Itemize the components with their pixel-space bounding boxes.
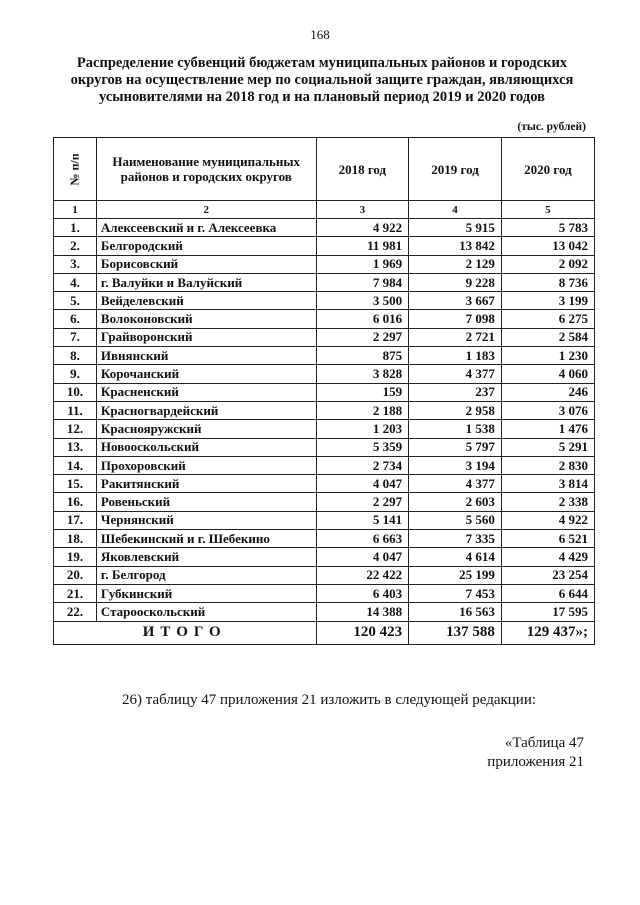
row-number: 1. xyxy=(54,219,97,237)
header-2019: 2019 год xyxy=(409,138,502,201)
value-2019: 2 721 xyxy=(409,328,502,346)
value-2020: 6 521 xyxy=(501,530,594,548)
table-row xyxy=(54,401,595,419)
value-2018: 159 xyxy=(316,383,409,401)
row-number: 14. xyxy=(54,456,97,474)
value-2020: 2 338 xyxy=(501,493,594,511)
district-name: Прохоровский xyxy=(96,456,316,474)
district-name: Красногвардейский xyxy=(96,401,316,419)
value-2020: 23 254 xyxy=(501,566,594,584)
table-row xyxy=(54,219,595,237)
table-reference xyxy=(487,734,584,772)
value-2020: 3 076 xyxy=(501,401,594,419)
table-row xyxy=(54,365,595,383)
row-number: 4. xyxy=(54,273,97,291)
row-number: 22. xyxy=(54,603,97,621)
table-header-row xyxy=(54,138,595,201)
district-name: Чернянский xyxy=(96,511,316,529)
value-2018: 6 403 xyxy=(316,584,409,602)
document-title: Распределение субвенций бюджетам муниципальных районов и городских округов на осуществление мер по социальной защите граждан, являющихся усыновителями на 2018 год и на плановый период 2019 и 2020 годов xyxy=(70,55,574,105)
value-2019: 9 228 xyxy=(409,273,502,291)
header-num: № п/п xyxy=(54,138,97,201)
total-row xyxy=(54,621,595,644)
district-name: Белгородский xyxy=(96,237,316,255)
value-2020: 4 060 xyxy=(501,365,594,383)
value-2019: 7 098 xyxy=(409,310,502,328)
table-row xyxy=(54,310,595,328)
row-number: 17. xyxy=(54,511,97,529)
value-2018: 1 969 xyxy=(316,255,409,273)
district-name: Волоконовский xyxy=(96,310,316,328)
row-number: 7. xyxy=(54,328,97,346)
value-2020: 4 922 xyxy=(501,511,594,529)
district-name: Ивнянский xyxy=(96,347,316,365)
district-name: Старооскольский xyxy=(96,603,316,621)
value-2019: 4 614 xyxy=(409,548,502,566)
district-name: Краснояружский xyxy=(96,420,316,438)
row-number: 21. xyxy=(54,584,97,602)
value-2020: 6 275 xyxy=(501,310,594,328)
row-number: 3. xyxy=(54,255,97,273)
table-row xyxy=(54,438,595,456)
value-2019: 1 183 xyxy=(409,347,502,365)
index-cell: 1 xyxy=(54,201,97,219)
value-2019: 237 xyxy=(409,383,502,401)
table-row xyxy=(54,347,595,365)
value-2020: 5 291 xyxy=(501,438,594,456)
row-number: 15. xyxy=(54,475,97,493)
table-row xyxy=(54,511,595,529)
table-row xyxy=(54,383,595,401)
district-name: Вейделевский xyxy=(96,292,316,310)
row-number: 2. xyxy=(54,237,97,255)
value-2019: 5 915 xyxy=(409,219,502,237)
table-row xyxy=(54,566,595,584)
table-row xyxy=(54,237,595,255)
table-row xyxy=(54,603,595,621)
row-number: 6. xyxy=(54,310,97,328)
value-2020: 1 230 xyxy=(501,347,594,365)
value-2020: 8 736 xyxy=(501,273,594,291)
district-name: Грайворонский xyxy=(96,328,316,346)
value-2019: 16 563 xyxy=(409,603,502,621)
district-name: Красненский xyxy=(96,383,316,401)
value-2018: 875 xyxy=(316,347,409,365)
header-2018: 2018 год xyxy=(316,138,409,201)
value-2019: 3 194 xyxy=(409,456,502,474)
table-row xyxy=(54,328,595,346)
units-label: (тыс. рублей) xyxy=(517,121,586,133)
row-number: 19. xyxy=(54,548,97,566)
value-2018: 4 047 xyxy=(316,475,409,493)
total-2018: 120 423 xyxy=(316,621,409,644)
value-2018: 2 734 xyxy=(316,456,409,474)
value-2018: 5 141 xyxy=(316,511,409,529)
value-2018: 11 981 xyxy=(316,237,409,255)
district-name: Губкинский xyxy=(96,584,316,602)
value-2019: 7 453 xyxy=(409,584,502,602)
value-2018: 3 500 xyxy=(316,292,409,310)
district-name: Яковлевский xyxy=(96,548,316,566)
table-row xyxy=(54,420,595,438)
row-number: 11. xyxy=(54,401,97,419)
amendment-note: 26) таблицу 47 приложения 21 изложить в следующей редакции: xyxy=(122,692,537,708)
table-row xyxy=(54,530,595,548)
value-2018: 6 016 xyxy=(316,310,409,328)
value-2018: 1 203 xyxy=(316,420,409,438)
value-2020: 17 595 xyxy=(501,603,594,621)
value-2019: 7 335 xyxy=(409,530,502,548)
table-row xyxy=(54,548,595,566)
row-number: 8. xyxy=(54,347,97,365)
row-number: 10. xyxy=(54,383,97,401)
value-2020: 1 476 xyxy=(501,420,594,438)
value-2020: 4 429 xyxy=(501,548,594,566)
value-2020: 5 783 xyxy=(501,219,594,237)
value-2020: 3 199 xyxy=(501,292,594,310)
total-label: ИТОГО xyxy=(54,621,317,644)
value-2018: 2 297 xyxy=(316,328,409,346)
table-row xyxy=(54,292,595,310)
total-2019: 137 588 xyxy=(409,621,502,644)
value-2019: 3 667 xyxy=(409,292,502,310)
district-name: Борисовский xyxy=(96,255,316,273)
value-2020: 6 644 xyxy=(501,584,594,602)
value-2020: 246 xyxy=(501,383,594,401)
row-number: 20. xyxy=(54,566,97,584)
table-row xyxy=(54,475,595,493)
value-2018: 4 047 xyxy=(316,548,409,566)
table-row xyxy=(54,493,595,511)
header-name: Наименование муниципальных районов и городских округов xyxy=(96,138,316,201)
table-row xyxy=(54,255,595,273)
row-number: 5. xyxy=(54,292,97,310)
index-cell: 4 xyxy=(409,201,502,219)
value-2018: 5 359 xyxy=(316,438,409,456)
value-2020: 3 814 xyxy=(501,475,594,493)
index-cell: 5 xyxy=(501,201,594,219)
total-2020: 129 437»; xyxy=(501,621,594,644)
row-number: 12. xyxy=(54,420,97,438)
index-cell: 2 xyxy=(96,201,316,219)
district-name: г. Валуйки и Валуйский xyxy=(96,273,316,291)
index-cell: 3 xyxy=(316,201,409,219)
row-number: 9. xyxy=(54,365,97,383)
row-number: 13. xyxy=(54,438,97,456)
value-2019: 2 958 xyxy=(409,401,502,419)
value-2020: 2 584 xyxy=(501,328,594,346)
value-2018: 3 828 xyxy=(316,365,409,383)
value-2018: 7 984 xyxy=(316,273,409,291)
table-reference-line: «Таблица 47 xyxy=(504,735,584,751)
district-name: Корочанский xyxy=(96,365,316,383)
table-row xyxy=(54,584,595,602)
value-2018: 2 297 xyxy=(316,493,409,511)
value-2019: 13 842 xyxy=(409,237,502,255)
value-2020: 2 092 xyxy=(501,255,594,273)
value-2019: 25 199 xyxy=(409,566,502,584)
table-row xyxy=(54,456,595,474)
table-reference-line: приложения 21 xyxy=(487,754,584,770)
value-2020: 13 042 xyxy=(501,237,594,255)
value-2020: 2 830 xyxy=(501,456,594,474)
value-2018: 22 422 xyxy=(316,566,409,584)
row-number: 18. xyxy=(54,530,97,548)
row-number: 16. xyxy=(54,493,97,511)
page-number: 168 xyxy=(310,27,330,42)
value-2019: 4 377 xyxy=(409,365,502,383)
district-name: Ровеньский xyxy=(96,493,316,511)
value-2019: 1 538 xyxy=(409,420,502,438)
value-2019: 2 129 xyxy=(409,255,502,273)
table-row xyxy=(54,273,595,291)
value-2019: 5 560 xyxy=(409,511,502,529)
subvention-table xyxy=(53,137,595,645)
value-2018: 6 663 xyxy=(316,530,409,548)
district-name: Шебекинский и г. Шебекино xyxy=(96,530,316,548)
district-name: Ракитянский xyxy=(96,475,316,493)
value-2018: 4 922 xyxy=(316,219,409,237)
header-2020: 2020 год xyxy=(501,138,594,201)
value-2019: 2 603 xyxy=(409,493,502,511)
value-2018: 14 388 xyxy=(316,603,409,621)
value-2019: 5 797 xyxy=(409,438,502,456)
column-index-row xyxy=(54,201,595,219)
value-2019: 4 377 xyxy=(409,475,502,493)
district-name: г. Белгород xyxy=(96,566,316,584)
value-2018: 2 188 xyxy=(316,401,409,419)
district-name: Алексеевский и г. Алексеевка xyxy=(96,219,316,237)
district-name: Новооскольский xyxy=(96,438,316,456)
